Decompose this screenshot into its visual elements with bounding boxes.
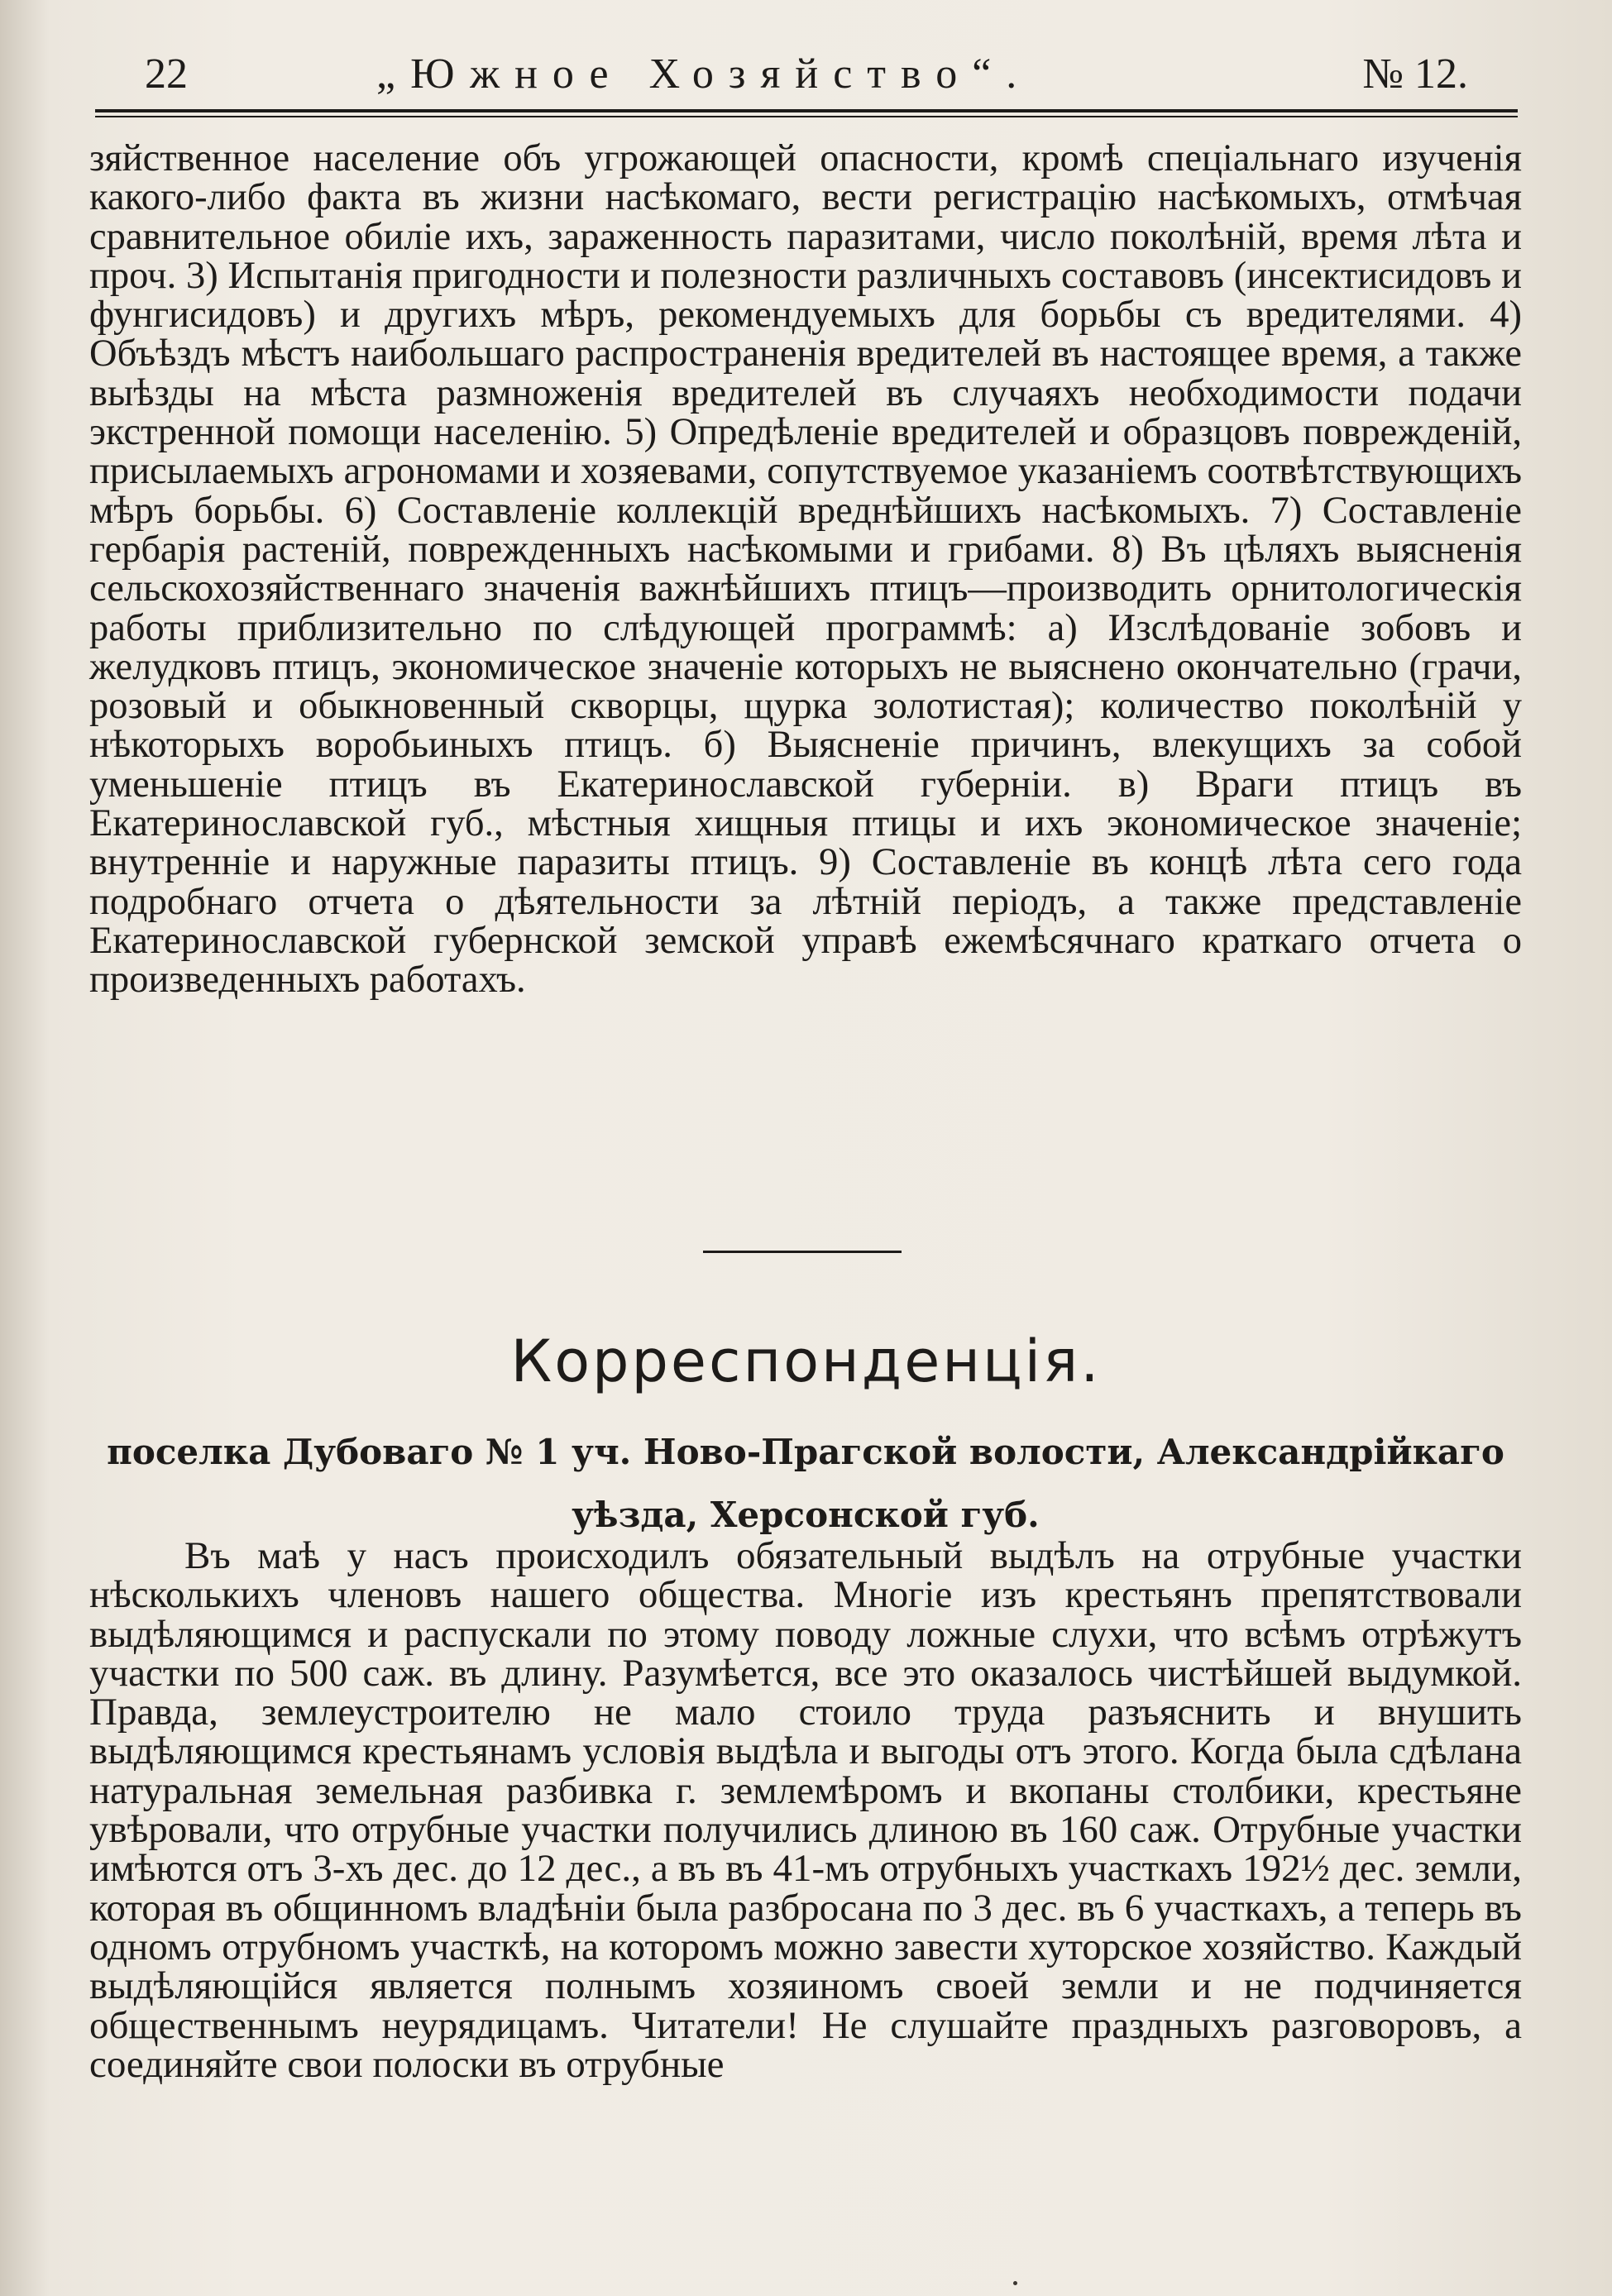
correspondence-subtitle: поселка Дубоваго № 1 уч. Ново-Прагской волости, Александрійкаго уѣзда, Херсонской губ. bbox=[107, 1432, 1504, 1535]
section-title: Корреспонденція. bbox=[510, 1327, 1102, 1395]
journal-title: „Южное Хозяйство“. bbox=[376, 50, 1032, 98]
header-rule-thin bbox=[95, 116, 1518, 117]
running-header bbox=[95, 50, 1518, 108]
header-rule bbox=[95, 109, 1518, 112]
continued-paragraph: зяйственное население объ угрожающей опасности, кромѣ спеціальнаго изученія какого-либо факта въ жизни насѣкомаго, вести регистрацію насѣкомыхъ, отмѣчая сравнительное обиліе ихъ, зараженность паразитами, число поколѣній, время лѣта и проч. 3) Испытанія пригодности и полезности различныхъ составовъ (инсектисидовъ и фунгисидовъ) и другихъ мѣръ, рекомендуемыхъ для борьбы съ вредителями. 4) Объѣздъ мѣстъ наибольшаго распространенія вредителей въ настоящее время, а также выѣзды на мѣста размноженія вредителей въ случаяхъ необходимости подачи экстренной помощи населенію. 5) Опредѣленіе вредителей и образцовъ поврежденій, присылаемыхъ агрономами и хозяевами, сопутствуемое указаніемъ соотвѣтствующихъ мѣръ борьбы. 6) Составленіе коллекцій вреднѣйшихъ насѣкомыхъ. 7) Составленіе гербарія растеній, поврежденныхъ насѣкомыми и грибами. 8) Въ цѣляхъ выясненія сельскохозяйственнаго значенія важнѣйшихъ птицъ—производить орнитологическія работы приблизительно по слѣдующей программѣ: а) Изслѣдованіе зобовъ и желудковъ птицъ, экономическое значеніе которыхъ не выяснено окончательно (грачи, розовый и обыкновенный скворцы, щурка золотистая); количество поколѣній у нѣкоторыхъ воробьиныхъ птицъ. б) Выясненіе причинъ, влекущихъ за собой уменьшеніе птицъ въ Екатеринославской губерніи. в) Враги птицъ въ Екатеринославской губ., мѣстныя хищныя птицы и ихъ экономическое значеніе; внутренніе и наружные паразиты птицъ. 9) Составленіе въ концѣ лѣта сего года подробнаго отчета о дѣятельности за лѣтній періодъ, а также представленіе Екатеринославской губернской земской управѣ ежемѣсячнаго краткаго отчета о произведенныхъ работахъ. bbox=[89, 137, 1522, 1002]
section-divider bbox=[703, 1251, 902, 1253]
print-speck bbox=[1013, 2281, 1017, 2285]
page-number: 22 bbox=[145, 50, 188, 98]
issue-number: № 12. bbox=[1362, 50, 1468, 98]
correspondence-paragraph: Въ маѣ у насъ происходилъ обязательный выдѣлъ на отрубные участки нѣсколькихъ членовъ нашего общества. Многіе изъ крестьянъ препятствовали выдѣляющимся и распускали по этому поводу ложные слухи, что всѣмъ отрѣжутъ участки по 500 саж. въ длину. Разумѣется, все это оказалось чистѣйшей выдумкой. Правда, землеустроителю не мало стоило труда разъяснить и внушить выдѣляющимся крестьянамъ условія выдѣла и выгоды отъ этого. Когда была сдѣлана натуральная земельная разбивка г. землемѣромъ и вкопаны столбики, крестьяне увѣровали, что отрубные участки получились длиною въ 160 саж. Отрубные участки имѣются отъ 3-хъ дес. до 12 дес., а въ въ 41-мъ отрубныхъ участкахъ 192½ дес. земли, которая въ общинномъ владѣніи была разбросана по 3 дес. въ 6 участкахъ, а теперь въ одномъ отрубномъ участкѣ, на которомъ можно завести хуторское хозяйство. Каждый выдѣляющійся является полнымъ хозяиномъ своей земли и не подчиняется общественнымъ неурядицамъ. Читатели! Не слушайте праздныхъ разговоровъ, а соединяйте свои полоски въ отрубные bbox=[89, 1534, 1522, 2086]
